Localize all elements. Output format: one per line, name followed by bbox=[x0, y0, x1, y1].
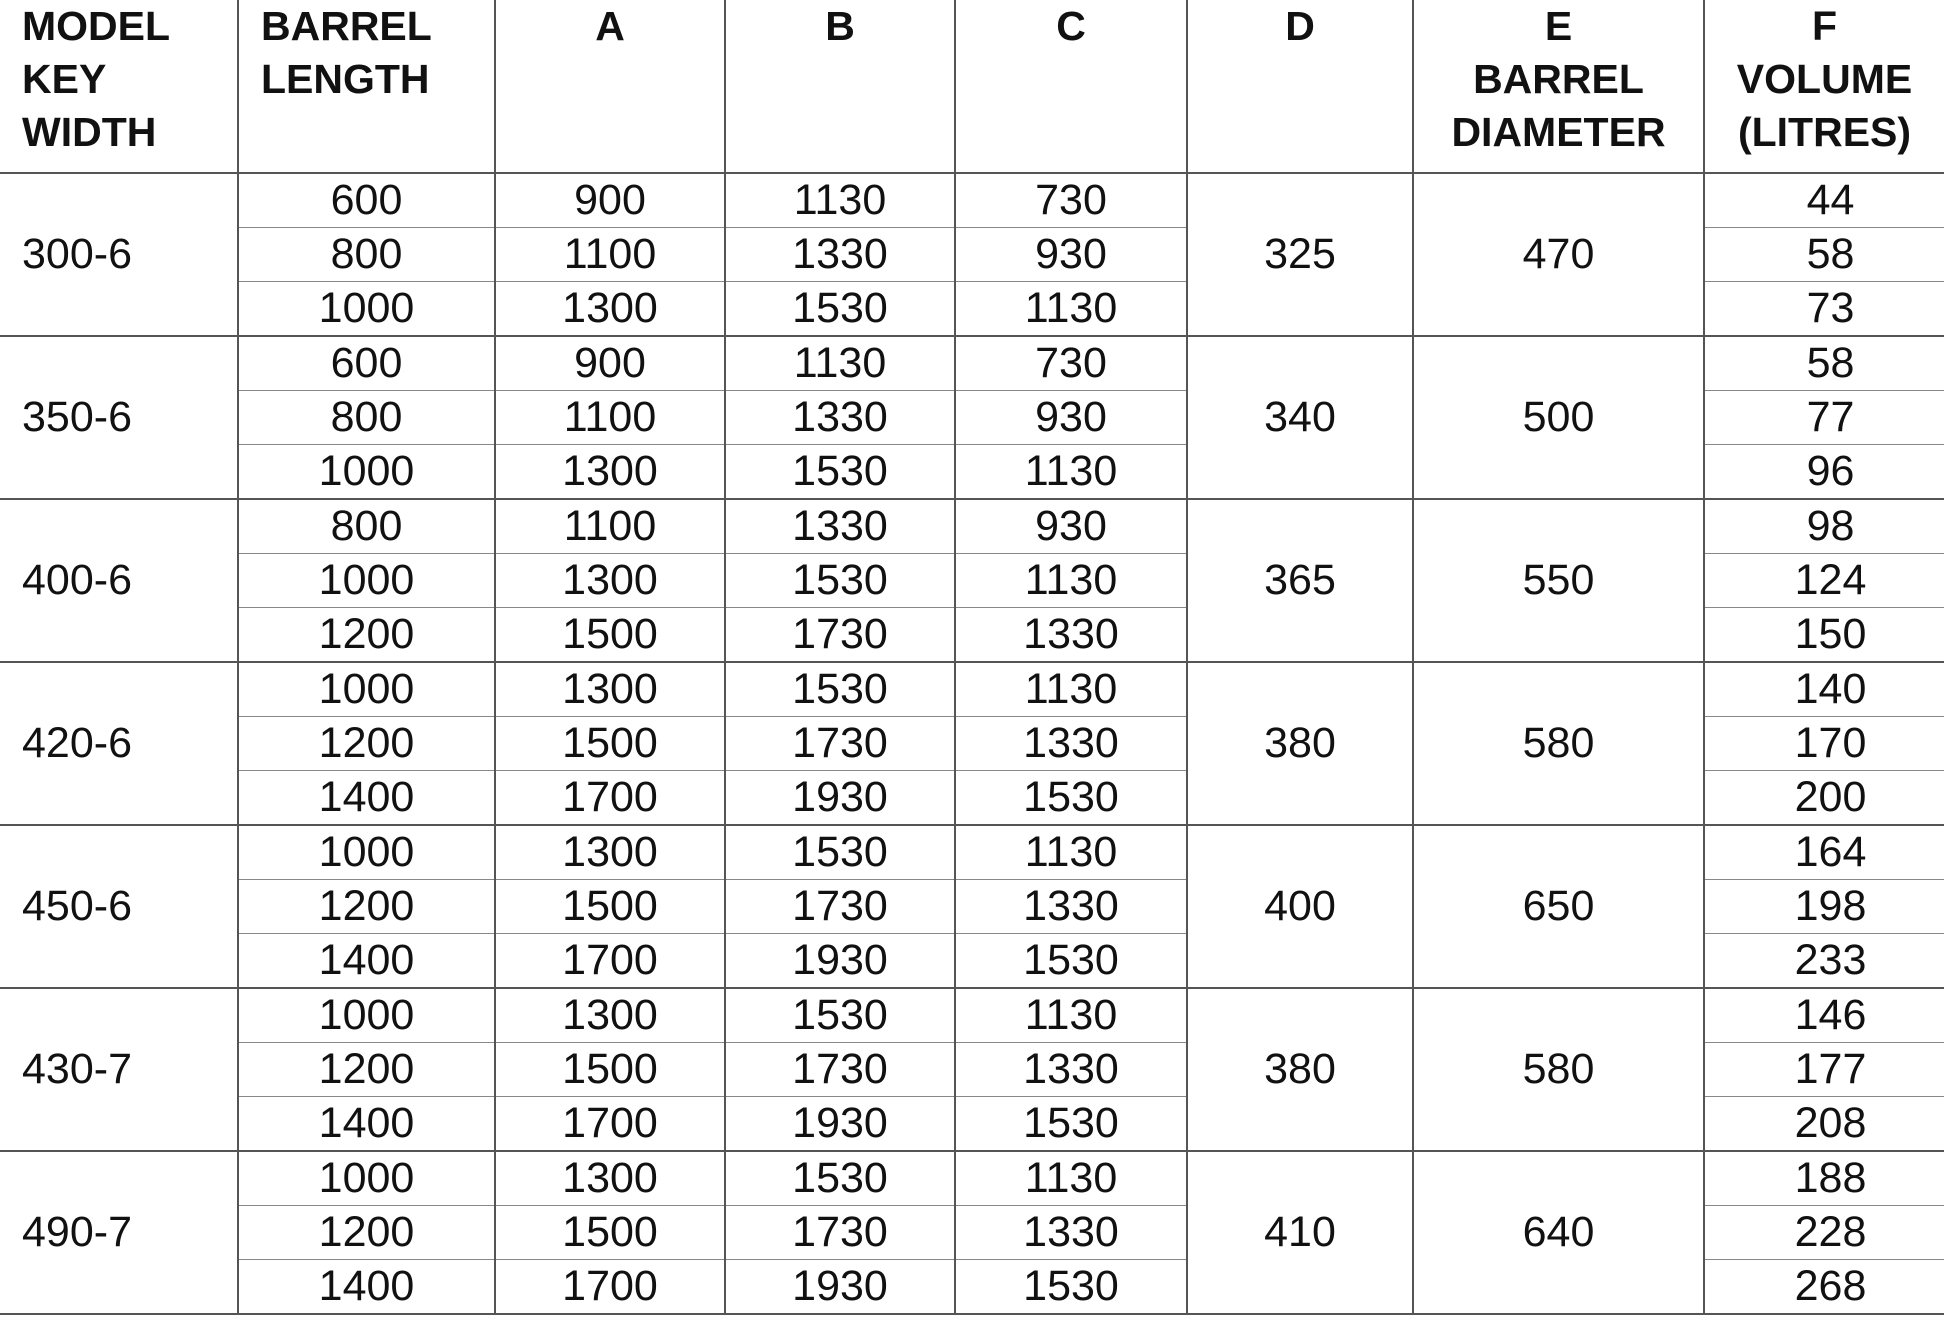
barrel-length-cell: 1000 bbox=[238, 445, 495, 500]
barrel-length-cell: 1000 bbox=[238, 988, 495, 1043]
d-cell: 325 bbox=[1187, 173, 1413, 336]
c-cell: 1530 bbox=[955, 934, 1187, 989]
volume-cell: 58 bbox=[1704, 336, 1944, 391]
a-cell: 1300 bbox=[495, 282, 725, 337]
b-cell: 1530 bbox=[725, 282, 955, 337]
b-cell: 1530 bbox=[725, 445, 955, 500]
a-cell: 1100 bbox=[495, 499, 725, 554]
model-key-width-cell: 450-6 bbox=[0, 825, 238, 988]
header-line: B bbox=[825, 3, 855, 49]
a-cell: 1300 bbox=[495, 554, 725, 608]
volume-cell: 96 bbox=[1704, 445, 1944, 500]
barrel-length-cell: 1000 bbox=[238, 662, 495, 717]
volume-cell: 77 bbox=[1704, 391, 1944, 445]
barrel-length-cell: 1000 bbox=[238, 554, 495, 608]
volume-cell: 170 bbox=[1704, 717, 1944, 771]
d-cell: 380 bbox=[1187, 988, 1413, 1151]
a-cell: 1500 bbox=[495, 717, 725, 771]
b-cell: 1930 bbox=[725, 1260, 955, 1315]
b-cell: 1730 bbox=[725, 880, 955, 934]
table-row bbox=[0, 1151, 1944, 1206]
volume-cell: 164 bbox=[1704, 825, 1944, 880]
d-cell: 380 bbox=[1187, 662, 1413, 825]
volume-cell: 228 bbox=[1704, 1206, 1944, 1260]
b-cell: 1130 bbox=[725, 336, 955, 391]
barrel-length-cell: 1000 bbox=[238, 825, 495, 880]
b-cell: 1730 bbox=[725, 1043, 955, 1097]
barrel-length-cell: 1200 bbox=[238, 717, 495, 771]
header-line: C bbox=[1056, 3, 1086, 49]
c-cell: 1530 bbox=[955, 1097, 1187, 1152]
table-row bbox=[0, 988, 1944, 1043]
header-model-key-width bbox=[0, 0, 238, 173]
d-cell: 400 bbox=[1187, 825, 1413, 988]
c-cell: 1130 bbox=[955, 988, 1187, 1043]
barrel-length-cell: 1200 bbox=[238, 1043, 495, 1097]
table-row bbox=[0, 662, 1944, 717]
header-line: DIAMETER bbox=[1451, 109, 1666, 155]
table-row bbox=[0, 336, 1944, 391]
header-line: D bbox=[1285, 3, 1315, 49]
b-cell: 1530 bbox=[725, 988, 955, 1043]
a-cell: 1300 bbox=[495, 1151, 725, 1206]
barrel-length-cell: 1200 bbox=[238, 880, 495, 934]
barrel-length-cell: 600 bbox=[238, 336, 495, 391]
d-cell: 365 bbox=[1187, 499, 1413, 662]
volume-cell: 140 bbox=[1704, 662, 1944, 717]
a-cell: 900 bbox=[495, 336, 725, 391]
volume-cell: 73 bbox=[1704, 282, 1944, 337]
barrel-diameter-cell: 580 bbox=[1413, 988, 1704, 1151]
header-line: MODEL bbox=[22, 3, 171, 49]
c-cell: 930 bbox=[955, 391, 1187, 445]
c-cell: 1130 bbox=[955, 662, 1187, 717]
c-cell: 930 bbox=[955, 499, 1187, 554]
a-cell: 1700 bbox=[495, 934, 725, 989]
c-cell: 1130 bbox=[955, 445, 1187, 500]
barrel-diameter-cell: 500 bbox=[1413, 336, 1704, 499]
volume-cell: 233 bbox=[1704, 934, 1944, 989]
header-line: E bbox=[1544, 3, 1573, 49]
barrel-diameter-cell: 650 bbox=[1413, 825, 1704, 988]
volume-cell: 268 bbox=[1704, 1260, 1944, 1315]
barrel-length-cell: 800 bbox=[238, 391, 495, 445]
a-cell: 1500 bbox=[495, 608, 725, 663]
a-cell: 1300 bbox=[495, 988, 725, 1043]
header-e-barrel-diameter bbox=[1413, 0, 1704, 173]
header-d bbox=[1187, 0, 1413, 173]
volume-cell: 208 bbox=[1704, 1097, 1944, 1152]
a-cell: 1300 bbox=[495, 825, 725, 880]
header-row bbox=[0, 0, 1944, 173]
c-cell: 1330 bbox=[955, 1043, 1187, 1097]
table-body bbox=[0, 173, 1944, 1314]
a-cell: 1300 bbox=[495, 445, 725, 500]
barrel-diameter-cell: 470 bbox=[1413, 173, 1704, 336]
model-key-width-cell: 300-6 bbox=[0, 173, 238, 336]
header-f-volume bbox=[1704, 0, 1944, 173]
c-cell: 930 bbox=[955, 228, 1187, 282]
c-cell: 1130 bbox=[955, 554, 1187, 608]
b-cell: 1930 bbox=[725, 934, 955, 989]
b-cell: 1330 bbox=[725, 391, 955, 445]
a-cell: 1100 bbox=[495, 391, 725, 445]
barrel-length-cell: 1000 bbox=[238, 282, 495, 337]
b-cell: 1930 bbox=[725, 1097, 955, 1152]
a-cell: 1700 bbox=[495, 1097, 725, 1152]
barrel-diameter-cell: 550 bbox=[1413, 499, 1704, 662]
c-cell: 1130 bbox=[955, 282, 1187, 337]
volume-cell: 200 bbox=[1704, 771, 1944, 826]
volume-cell: 150 bbox=[1704, 608, 1944, 663]
b-cell: 1530 bbox=[725, 554, 955, 608]
model-key-width-cell: 490-7 bbox=[0, 1151, 238, 1314]
c-cell: 1330 bbox=[955, 880, 1187, 934]
header-line: BARREL bbox=[261, 3, 432, 49]
table-header bbox=[0, 0, 1944, 173]
c-cell: 1330 bbox=[955, 1206, 1187, 1260]
header-line: WIDTH bbox=[22, 109, 157, 155]
c-cell: 730 bbox=[955, 336, 1187, 391]
volume-cell: 146 bbox=[1704, 988, 1944, 1043]
a-cell: 1700 bbox=[495, 771, 725, 826]
b-cell: 1530 bbox=[725, 1151, 955, 1206]
volume-cell: 124 bbox=[1704, 554, 1944, 608]
barrel-length-cell: 1400 bbox=[238, 1097, 495, 1152]
a-cell: 1500 bbox=[495, 1206, 725, 1260]
barrel-length-cell: 1200 bbox=[238, 608, 495, 663]
c-cell: 1530 bbox=[955, 771, 1187, 826]
b-cell: 1930 bbox=[725, 771, 955, 826]
b-cell: 1130 bbox=[725, 173, 955, 228]
b-cell: 1730 bbox=[725, 608, 955, 663]
header-line: A bbox=[595, 3, 625, 49]
c-cell: 1130 bbox=[955, 1151, 1187, 1206]
c-cell: 1330 bbox=[955, 608, 1187, 663]
barrel-length-cell: 1400 bbox=[238, 771, 495, 826]
a-cell: 1500 bbox=[495, 1043, 725, 1097]
a-cell: 1700 bbox=[495, 1260, 725, 1315]
d-cell: 410 bbox=[1187, 1151, 1413, 1314]
volume-cell: 98 bbox=[1704, 499, 1944, 554]
a-cell: 1100 bbox=[495, 228, 725, 282]
model-key-width-cell: 420-6 bbox=[0, 662, 238, 825]
c-cell: 1330 bbox=[955, 717, 1187, 771]
barrel-length-cell: 800 bbox=[238, 228, 495, 282]
header-barrel-length bbox=[238, 0, 495, 173]
barrel-length-cell: 1400 bbox=[238, 934, 495, 989]
header-line: LENGTH bbox=[261, 56, 430, 102]
model-key-width-cell: 430-7 bbox=[0, 988, 238, 1151]
barrel-length-cell: 800 bbox=[238, 499, 495, 554]
table-row bbox=[0, 499, 1944, 554]
b-cell: 1330 bbox=[725, 228, 955, 282]
volume-cell: 177 bbox=[1704, 1043, 1944, 1097]
d-cell: 340 bbox=[1187, 336, 1413, 499]
model-key-width-cell: 400-6 bbox=[0, 499, 238, 662]
header-line: VOLUME bbox=[1736, 56, 1913, 102]
barrel-length-cell: 1000 bbox=[238, 1151, 495, 1206]
c-cell: 1130 bbox=[955, 825, 1187, 880]
barrel-diameter-cell: 640 bbox=[1413, 1151, 1704, 1314]
header-line: (LITRES) bbox=[1737, 109, 1912, 155]
barrel-length-cell: 600 bbox=[238, 173, 495, 228]
table-row bbox=[0, 825, 1944, 880]
b-cell: 1530 bbox=[725, 825, 955, 880]
header-line: BARREL bbox=[1473, 56, 1644, 102]
barrel-length-cell: 1200 bbox=[238, 1206, 495, 1260]
header-c bbox=[955, 0, 1187, 173]
b-cell: 1330 bbox=[725, 499, 955, 554]
barrel-diameter-cell: 580 bbox=[1413, 662, 1704, 825]
table-row bbox=[0, 173, 1944, 228]
volume-cell: 58 bbox=[1704, 228, 1944, 282]
header-line: F bbox=[1811, 3, 1838, 49]
header-line: KEY bbox=[22, 56, 107, 102]
volume-cell: 44 bbox=[1704, 173, 1944, 228]
b-cell: 1730 bbox=[725, 717, 955, 771]
header-a bbox=[495, 0, 725, 173]
a-cell: 1300 bbox=[495, 662, 725, 717]
volume-cell: 198 bbox=[1704, 880, 1944, 934]
a-cell: 900 bbox=[495, 173, 725, 228]
model-key-width-cell: 350-6 bbox=[0, 336, 238, 499]
barrel-length-cell: 1400 bbox=[238, 1260, 495, 1315]
c-cell: 730 bbox=[955, 173, 1187, 228]
header-b bbox=[725, 0, 955, 173]
c-cell: 1530 bbox=[955, 1260, 1187, 1315]
b-cell: 1530 bbox=[725, 662, 955, 717]
a-cell: 1500 bbox=[495, 880, 725, 934]
volume-cell: 188 bbox=[1704, 1151, 1944, 1206]
b-cell: 1730 bbox=[725, 1206, 955, 1260]
